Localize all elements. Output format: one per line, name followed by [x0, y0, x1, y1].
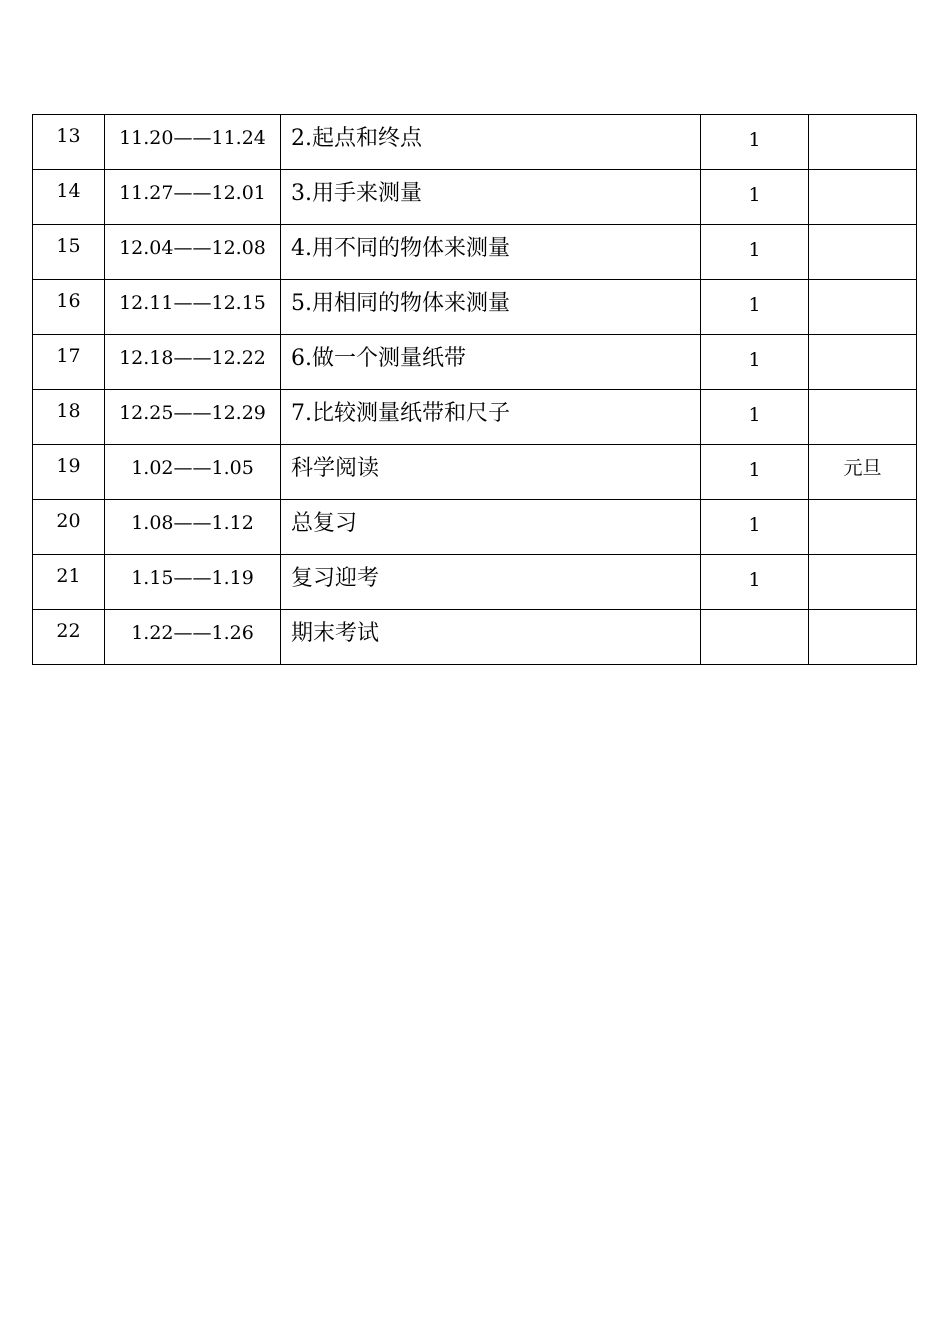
- hours-cell: 1: [701, 170, 809, 225]
- week-cell: 19: [33, 445, 105, 500]
- table-row: [33, 115, 917, 170]
- note-cell: [809, 390, 917, 445]
- week-cell: 13: [33, 115, 105, 170]
- date-cell: 11.27——12.01: [105, 170, 281, 225]
- week-cell: 16: [33, 280, 105, 335]
- schedule-body: [33, 115, 917, 665]
- week-cell: 20: [33, 500, 105, 555]
- lesson-cell: 5.用相同的物体来测量: [281, 280, 701, 335]
- date-cell: 1.15——1.19: [105, 555, 281, 610]
- hours-cell: 1: [701, 115, 809, 170]
- week-cell: 15: [33, 225, 105, 280]
- table-row: [33, 390, 917, 445]
- date-cell: 1.08——1.12: [105, 500, 281, 555]
- hours-cell: 1: [701, 335, 809, 390]
- hours-cell: 1: [701, 500, 809, 555]
- note-cell: 元旦: [809, 445, 917, 500]
- table-row: [33, 335, 917, 390]
- hours-cell: 1: [701, 225, 809, 280]
- table-row: [33, 225, 917, 280]
- date-cell: 1.02——1.05: [105, 445, 281, 500]
- date-cell: 12.18——12.22: [105, 335, 281, 390]
- note-cell: [809, 225, 917, 280]
- lesson-cell: 科学阅读: [281, 445, 701, 500]
- hours-cell: [701, 610, 809, 665]
- lesson-cell: 6.做一个测量纸带: [281, 335, 701, 390]
- table-row: [33, 500, 917, 555]
- lesson-cell: 总复习: [281, 500, 701, 555]
- note-cell: [809, 280, 917, 335]
- date-cell: 11.20——11.24: [105, 115, 281, 170]
- table-row: [33, 280, 917, 335]
- hours-cell: 1: [701, 445, 809, 500]
- lesson-cell: 3.用手来测量: [281, 170, 701, 225]
- week-cell: 21: [33, 555, 105, 610]
- note-cell: [809, 500, 917, 555]
- hours-cell: 1: [701, 555, 809, 610]
- table-row: [33, 610, 917, 665]
- note-cell: [809, 610, 917, 665]
- lesson-cell: 7.比较测量纸带和尺子: [281, 390, 701, 445]
- lesson-cell: 2.起点和终点: [281, 115, 701, 170]
- lesson-cell: 复习迎考: [281, 555, 701, 610]
- schedule-table: [32, 114, 917, 665]
- lesson-cell: 期末考试: [281, 610, 701, 665]
- table-row: [33, 170, 917, 225]
- date-cell: 12.04——12.08: [105, 225, 281, 280]
- date-cell: 12.11——12.15: [105, 280, 281, 335]
- table-row: [33, 555, 917, 610]
- table-row: [33, 445, 917, 500]
- note-cell: [809, 115, 917, 170]
- note-cell: [809, 335, 917, 390]
- lesson-cell: 4.用不同的物体来测量: [281, 225, 701, 280]
- hours-cell: 1: [701, 280, 809, 335]
- week-cell: 22: [33, 610, 105, 665]
- note-cell: [809, 170, 917, 225]
- date-cell: 1.22——1.26: [105, 610, 281, 665]
- week-cell: 18: [33, 390, 105, 445]
- note-cell: [809, 555, 917, 610]
- week-cell: 17: [33, 335, 105, 390]
- week-cell: 14: [33, 170, 105, 225]
- hours-cell: 1: [701, 390, 809, 445]
- date-cell: 12.25——12.29: [105, 390, 281, 445]
